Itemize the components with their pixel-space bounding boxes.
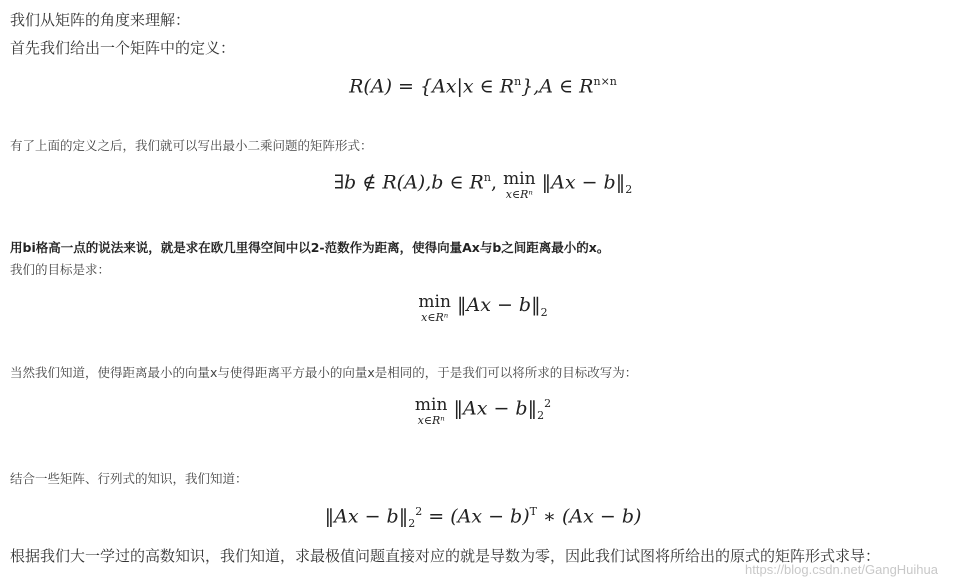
formula4-min [415, 397, 448, 426]
intro-line-2: 首先我们给出一个矩阵中的定义： [10, 39, 236, 57]
paragraph-equivalence: 当然我们知道，使得距离最小的向量x与使得距离平方最小的向量x是相同的，于是我们可以将所求的目标改写为： [10, 365, 638, 380]
goal-line: 我们的目标是求： [10, 262, 111, 277]
formula2-min-op: min [503, 169, 536, 189]
csdn-watermark: https://blog.csdn.net/GangHuihua [745, 562, 938, 577]
formula4-min-op: min [414, 395, 448, 415]
formula4-norm: ‖Ax − b‖ [453, 397, 538, 420]
formula2-norm-sub: 2 [625, 183, 633, 197]
formula3-min [418, 294, 451, 323]
formula-definition [0, 75, 966, 97]
formula5-norm-sup: 2 [415, 505, 423, 518]
formula4-norm-sub: 2 [537, 409, 545, 423]
formula-expansion [0, 505, 966, 530]
formula-squared-objective [0, 397, 966, 426]
formula2-min-sub: x∈Rⁿ [505, 188, 533, 201]
formula-objective [0, 294, 966, 323]
formula3-min-op: min [418, 292, 451, 312]
formula3-norm-sub: 2 [540, 305, 548, 319]
formula3-min-sub: x∈Rⁿ [421, 311, 449, 324]
formula2-prefix: ∃b ∉ R(A),b ∈ R [333, 171, 484, 194]
formula2-sep: , [490, 171, 498, 194]
formula5-norm-sub: 2 [408, 517, 416, 531]
formula3-norm: ‖Ax − b‖ [456, 294, 541, 316]
formula-least-squares [0, 171, 966, 200]
formula2-min [503, 171, 536, 200]
formula4-min-sub: x∈Rⁿ [417, 414, 445, 427]
formula2-sup-n: n [483, 171, 491, 184]
formula5-rhs2: ∗ (Ax − b) [536, 505, 642, 528]
formula4-norm-sup: 2 [544, 397, 552, 410]
paragraph-after-definition: 有了上面的定义之后，我们就可以写出最小二乘问题的矩阵形式： [10, 138, 373, 153]
paragraph-knowledge: 结合一些矩阵、行列式的知识，我们知道： [10, 471, 248, 486]
bold-paragraph: 用bi格高一点的说法来说，就是求在欧几里得空间中以2-范数作为距离，使得向量Ax与b之间距离最小的x。 [10, 240, 610, 255]
formula5-norm: ‖Ax − b‖ [324, 505, 409, 528]
formula1-sup-n: n [514, 75, 522, 88]
formula2-norm: ‖Ax − b‖ [541, 171, 626, 194]
formula5-rhs1: = (Ax − b) [422, 505, 530, 528]
formula1-sup-nxn: n×n [593, 75, 617, 88]
intro-line-1: 我们从矩阵的角度来理解： [10, 11, 191, 29]
formula1-left: R(A) = {Ax|x ∈ R [349, 75, 515, 98]
formula1-mid: },A ∈ R [521, 75, 594, 98]
paragraph-last: 根据我们大一学过的高数知识，我们知道，求最极值问题直接对应的就是导数为零，因此我们试图将所给出的原式的矩阵形式求导： [10, 547, 881, 565]
formula5-sup-t: T [529, 505, 537, 518]
